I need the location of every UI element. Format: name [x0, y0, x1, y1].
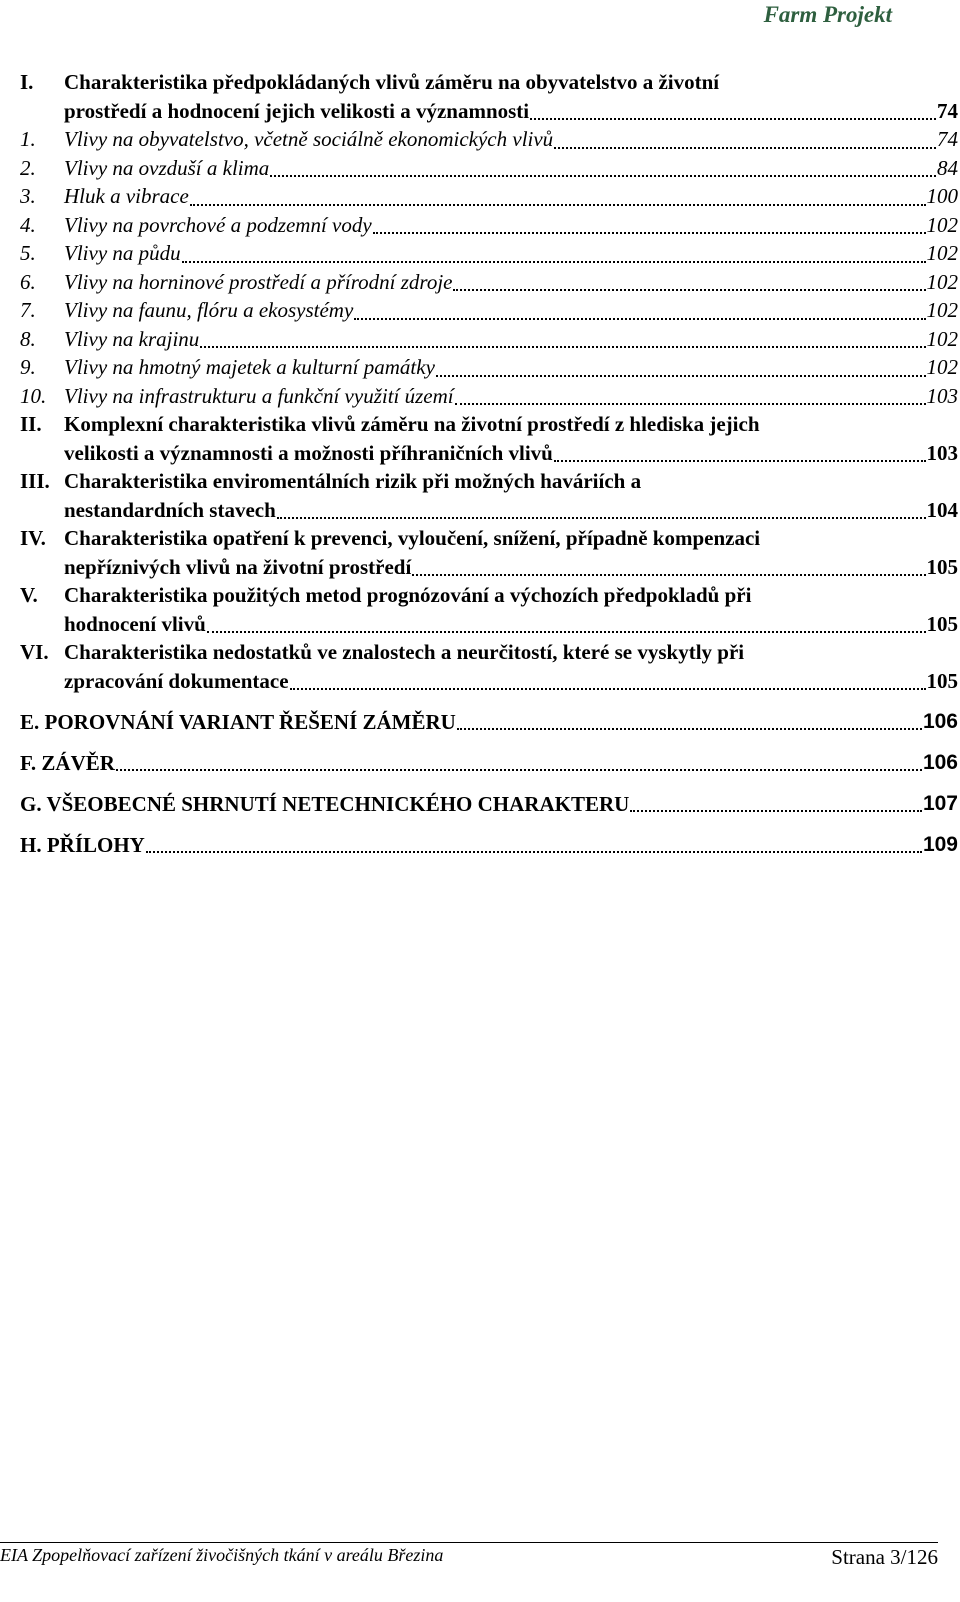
toc-entry[interactable]	[20, 467, 958, 524]
footer-document-title: EIA Zpopelňovací zařízení živočišných tkání v areálu Březina	[0, 1545, 444, 1565]
toc-entry-title: Vlivy na obyvatelstvo, včetně sociálně ekonomických vlivů	[64, 127, 554, 151]
toc-entry[interactable]	[20, 239, 958, 268]
toc-entry[interactable]	[20, 125, 958, 154]
toc-entry[interactable]	[20, 268, 958, 297]
dot-leader	[554, 147, 936, 149]
toc-entry-title: Charakteristika opatření k prevenci, vyloučení, snížení, případně kompenzaci	[64, 526, 761, 550]
toc-entry-title: Hluk a vibrace	[64, 184, 189, 208]
toc-entry-number: I.	[20, 70, 34, 94]
toc-entry-page: 103	[926, 440, 958, 465]
toc-entry-title: velikosti a významnosti a možnosti příhraničních vlivů	[64, 440, 553, 465]
toc-entry-title: Vlivy na infrastrukturu a funkční využití území	[64, 383, 454, 408]
toc-entry-title: Charakteristika předpokládaných vlivů záměru na obyvatelstvo a životní	[64, 70, 720, 94]
toc-entry[interactable]	[20, 325, 958, 354]
toc-entry[interactable]	[20, 68, 958, 125]
toc-entry-title: Charakteristika nedostatků ve znalostech a neurčitostí, které se vyskytly při	[64, 640, 745, 664]
toc-entry[interactable]	[20, 182, 958, 211]
dot-leader	[200, 346, 925, 348]
table-of-contents	[20, 68, 958, 859]
toc-entry-title: H. PŘÍLOHY	[20, 833, 145, 857]
toc-entry-number: 7.	[20, 298, 36, 322]
toc-entry[interactable]	[20, 638, 958, 695]
toc-entry-number: IV.	[20, 526, 46, 550]
toc-entry-page: 102	[926, 212, 958, 237]
dot-leader	[530, 118, 936, 120]
toc-entry[interactable]	[20, 382, 958, 411]
toc-entry-title: Vlivy na hmotný majetek a kulturní památky	[64, 355, 435, 379]
toc-entry-page: 84	[937, 155, 958, 180]
toc-entry[interactable]	[20, 831, 958, 859]
dot-leader	[453, 289, 925, 291]
toc-entry-title: Charakteristika použitých metod prognózování a výchozích předpokladů při	[64, 583, 752, 607]
toc-entry-title: Vlivy na půdu	[64, 241, 181, 265]
toc-entry-title: nestandardních stavech	[64, 497, 276, 522]
toc-entry-page: 102	[926, 241, 958, 265]
toc-entry-number: 2.	[20, 155, 36, 180]
toc-entry-number: 10.	[20, 383, 47, 408]
toc-entry-page: 102	[926, 326, 958, 351]
toc-entry-page: 100	[926, 184, 958, 208]
dot-leader	[207, 631, 926, 633]
toc-entry-page: 107	[922, 792, 958, 815]
toc-entry-number: V.	[20, 583, 38, 607]
toc-entry-page: 106	[922, 751, 958, 774]
toc-entry-number: 6.	[20, 269, 36, 294]
toc-entry-page: 102	[926, 269, 958, 294]
toc-entry-number: 3.	[20, 184, 36, 208]
toc-entry-page: 102	[926, 298, 958, 322]
dot-leader	[373, 232, 926, 234]
toc-entry-page: 105	[926, 668, 958, 693]
page-footer	[0, 1542, 938, 1570]
toc-entry-number: II.	[20, 412, 42, 436]
toc-entry[interactable]	[20, 749, 958, 777]
header-brand: Farm Projekt	[763, 2, 892, 27]
footer-page-number: Strana 3/126	[831, 1545, 938, 1569]
toc-entry-title: zpracování dokumentace	[64, 668, 289, 693]
dot-leader	[277, 517, 926, 519]
toc-entry-title: Vlivy na povrchové a podzemní vody	[64, 212, 372, 237]
toc-entry[interactable]	[20, 296, 958, 325]
toc-entry-title: G. VŠEOBECNÉ SHRNUTÍ NETECHNICKÉHO CHARAKTERU	[20, 792, 630, 816]
dot-leader	[630, 810, 922, 812]
dot-leader	[182, 261, 926, 263]
toc-entry-number: VI.	[20, 640, 49, 664]
toc-entry[interactable]	[20, 211, 958, 240]
toc-entry-page: 105	[926, 554, 958, 579]
toc-entry-title: Vlivy na horninové prostředí a přírodní zdroje	[64, 269, 453, 294]
toc-entry-title: nepříznivých vlivů na životní prostředí	[64, 554, 412, 579]
dot-leader	[554, 460, 926, 462]
toc-entry-number: 1.	[20, 127, 36, 151]
toc-entry-page: 109	[922, 833, 958, 856]
dot-leader	[412, 574, 925, 576]
toc-entry[interactable]	[20, 410, 958, 467]
dot-leader	[436, 375, 926, 377]
toc-entry-page: 103	[926, 383, 958, 408]
toc-entry-page: 102	[926, 355, 958, 379]
toc-entry-page: 74	[937, 98, 958, 123]
toc-entry-title: prostředí a hodnocení jejich velikosti a významnosti	[64, 98, 530, 123]
toc-entry[interactable]	[20, 524, 958, 581]
dot-leader	[190, 204, 926, 206]
toc-entry-title: Vlivy na faunu, flóru a ekosystémy	[64, 298, 354, 322]
toc-entry[interactable]	[20, 708, 958, 736]
toc-entry-title: hodnocení vlivů	[64, 611, 206, 636]
toc-entry-title: Vlivy na ovzduší a klima	[64, 155, 270, 180]
dot-leader	[146, 851, 922, 853]
dot-leader	[290, 688, 926, 690]
toc-entry-title: Charakteristika enviromentálních rizik při možných haváriích a	[64, 469, 642, 493]
toc-entry-number: 9.	[20, 355, 36, 379]
toc-entry-title: Vlivy na krajinu	[64, 326, 200, 351]
toc-entry[interactable]	[20, 790, 958, 818]
dot-leader	[455, 403, 926, 405]
toc-entry[interactable]	[20, 353, 958, 382]
toc-entry-page: 105	[926, 611, 958, 636]
dot-leader	[270, 175, 936, 177]
toc-entry-number: 8.	[20, 326, 36, 351]
toc-entry[interactable]	[20, 154, 958, 183]
toc-entry-number: III.	[20, 469, 50, 493]
dot-leader	[354, 318, 925, 320]
toc-entry-page: 106	[922, 710, 958, 733]
toc-entry[interactable]	[20, 581, 958, 638]
toc-entry-title: Komplexní charakteristika vlivů záměru na životní prostředí z hlediska jejich	[64, 412, 760, 436]
toc-entry-title: F. ZÁVĚR	[20, 751, 115, 775]
toc-entry-page: 74	[937, 127, 958, 151]
toc-entry-number: 4.	[20, 212, 36, 237]
toc-entry-number: 5.	[20, 241, 36, 265]
dot-leader	[116, 769, 922, 771]
toc-entry-page: 104	[926, 497, 958, 522]
toc-entry-title: E. POROVNÁNÍ VARIANT ŘEŠENÍ ZÁMĚRU	[20, 710, 456, 734]
dot-leader	[457, 728, 922, 730]
